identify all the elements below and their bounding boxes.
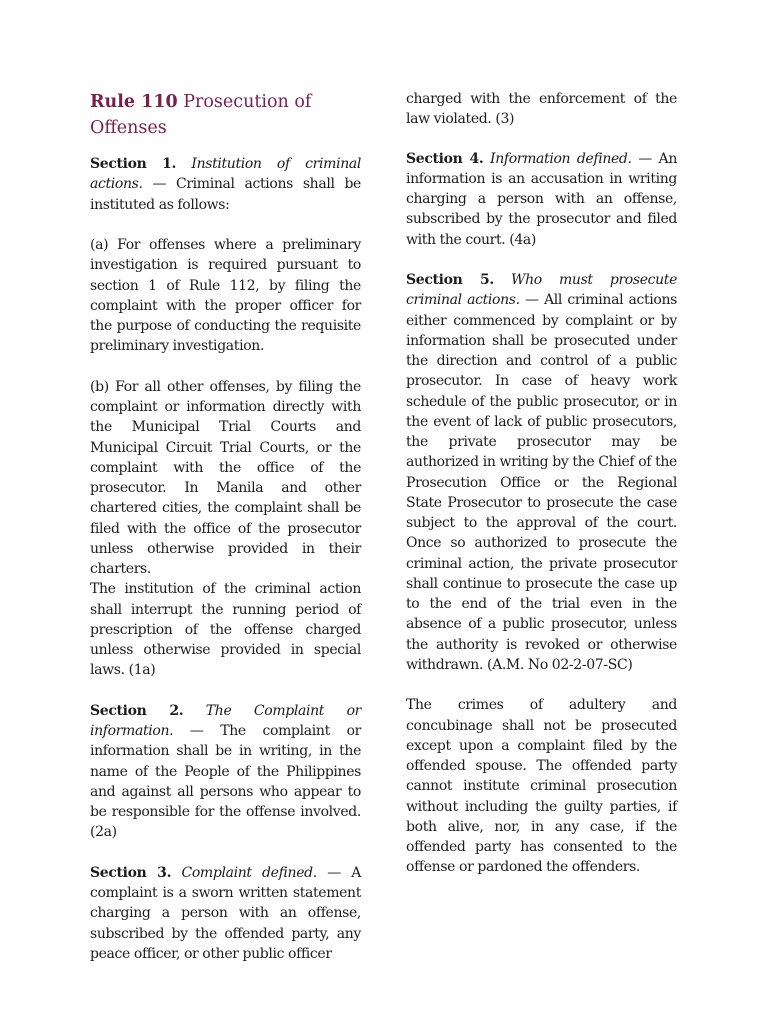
section-5-label: Section 5.	[406, 272, 494, 288]
section-4-heading: Information defined.	[490, 150, 632, 167]
section-2	[90, 701, 361, 843]
section-5-heading: Who must prosecute criminal actions.	[406, 272, 677, 309]
section-3-heading: Complaint defined.	[181, 864, 317, 881]
paragraph-a: (a) For offenses where a preliminary investigation is required pursuant to section 1 of Rule 112, by filing the complaint with the proper officer for the purpose of conducting the requisite preliminary investigation.	[90, 237, 361, 355]
paragraph-adultery: The crimes of adultery and concubinage shall not be prosecuted except upon a complaint filed by the offended spouse. The offended party cannot institute criminal prosecution without including the guilty parties, if both alive, nor, in any case, if the offended party has consented to the offense or pardoned the offenders.	[406, 697, 677, 876]
section-4	[406, 149, 677, 250]
section-2-heading: The Complaint or information.	[90, 702, 362, 739]
rule-name: Prosecution of Offenses	[90, 92, 312, 138]
section-2-text: — The complaint or information shall be in writing, in the name of the People of the Philippines and against all persons who appear to be responsible for the offense involved. (2a)	[90, 723, 361, 841]
section-1-text: — Criminal actions shall be instituted as follows:	[90, 176, 361, 213]
section-3	[90, 863, 361, 964]
section-5	[406, 270, 677, 675]
section-1-label: Section 1.	[90, 156, 177, 172]
section-1-heading: Institution of criminal actions.	[90, 156, 361, 193]
rule-number: Rule 110	[90, 92, 178, 112]
paragraph-b: (b) For all other offenses, by filing the complaint or information directly with the Municipal Trial Courts and Municipal Circuit Trial Courts, or the complaint with the office of the prosecutor. In Manila and other chartered cities, the complaint shall be filed with the office of the prosecutor unless otherwise provided in their charters.	[90, 378, 361, 577]
left-column	[90, 89, 361, 964]
section-4-label: Section 4.	[406, 150, 484, 167]
section-2-label: Section 2.	[90, 702, 184, 719]
section-3-text: — A complaint is a sworn written statement charging a person with an offense, subscribed by the offended party, any peace officer, or other public officer	[90, 864, 361, 962]
right-column	[406, 89, 677, 878]
section-1	[90, 154, 361, 215]
paragraph-interruption: The institution of the criminal action shall interrupt the running period of prescription of the offense charged unless otherwise provided in special laws. (1a)	[90, 581, 361, 679]
section-5-text: — All criminal actions either commenced by complaint or by information shall be prosecuted under the direction and control of a public prosecutor. In case of heavy work schedule of the public prosecutor, or in the event of lack of public prosecutors, the private prosecutor may be authorized in writing by the Chief of the Prosecution Office or the Regional State Prosecutor to prosecute the case subject to the approval of the court. Once so authorized to prosecute the criminal action, the private prosecutor shall continue to prosecute the case up to the end of the trial even in the absence of a public prosecutor, unless the authority is revoked or otherwise withdrawn. (A.M. No 02-2-07-SC)	[406, 292, 677, 673]
document-title	[90, 89, 361, 141]
section-4-text: — An information is an accusation in writing charging a person with an offense, subscribed by the prosecutor and filed with the court. (4a)	[406, 150, 677, 248]
section-3-label: Section 3.	[90, 864, 172, 881]
section-3-continued: charged with the enforcement of the law violated. (3)	[406, 91, 677, 128]
